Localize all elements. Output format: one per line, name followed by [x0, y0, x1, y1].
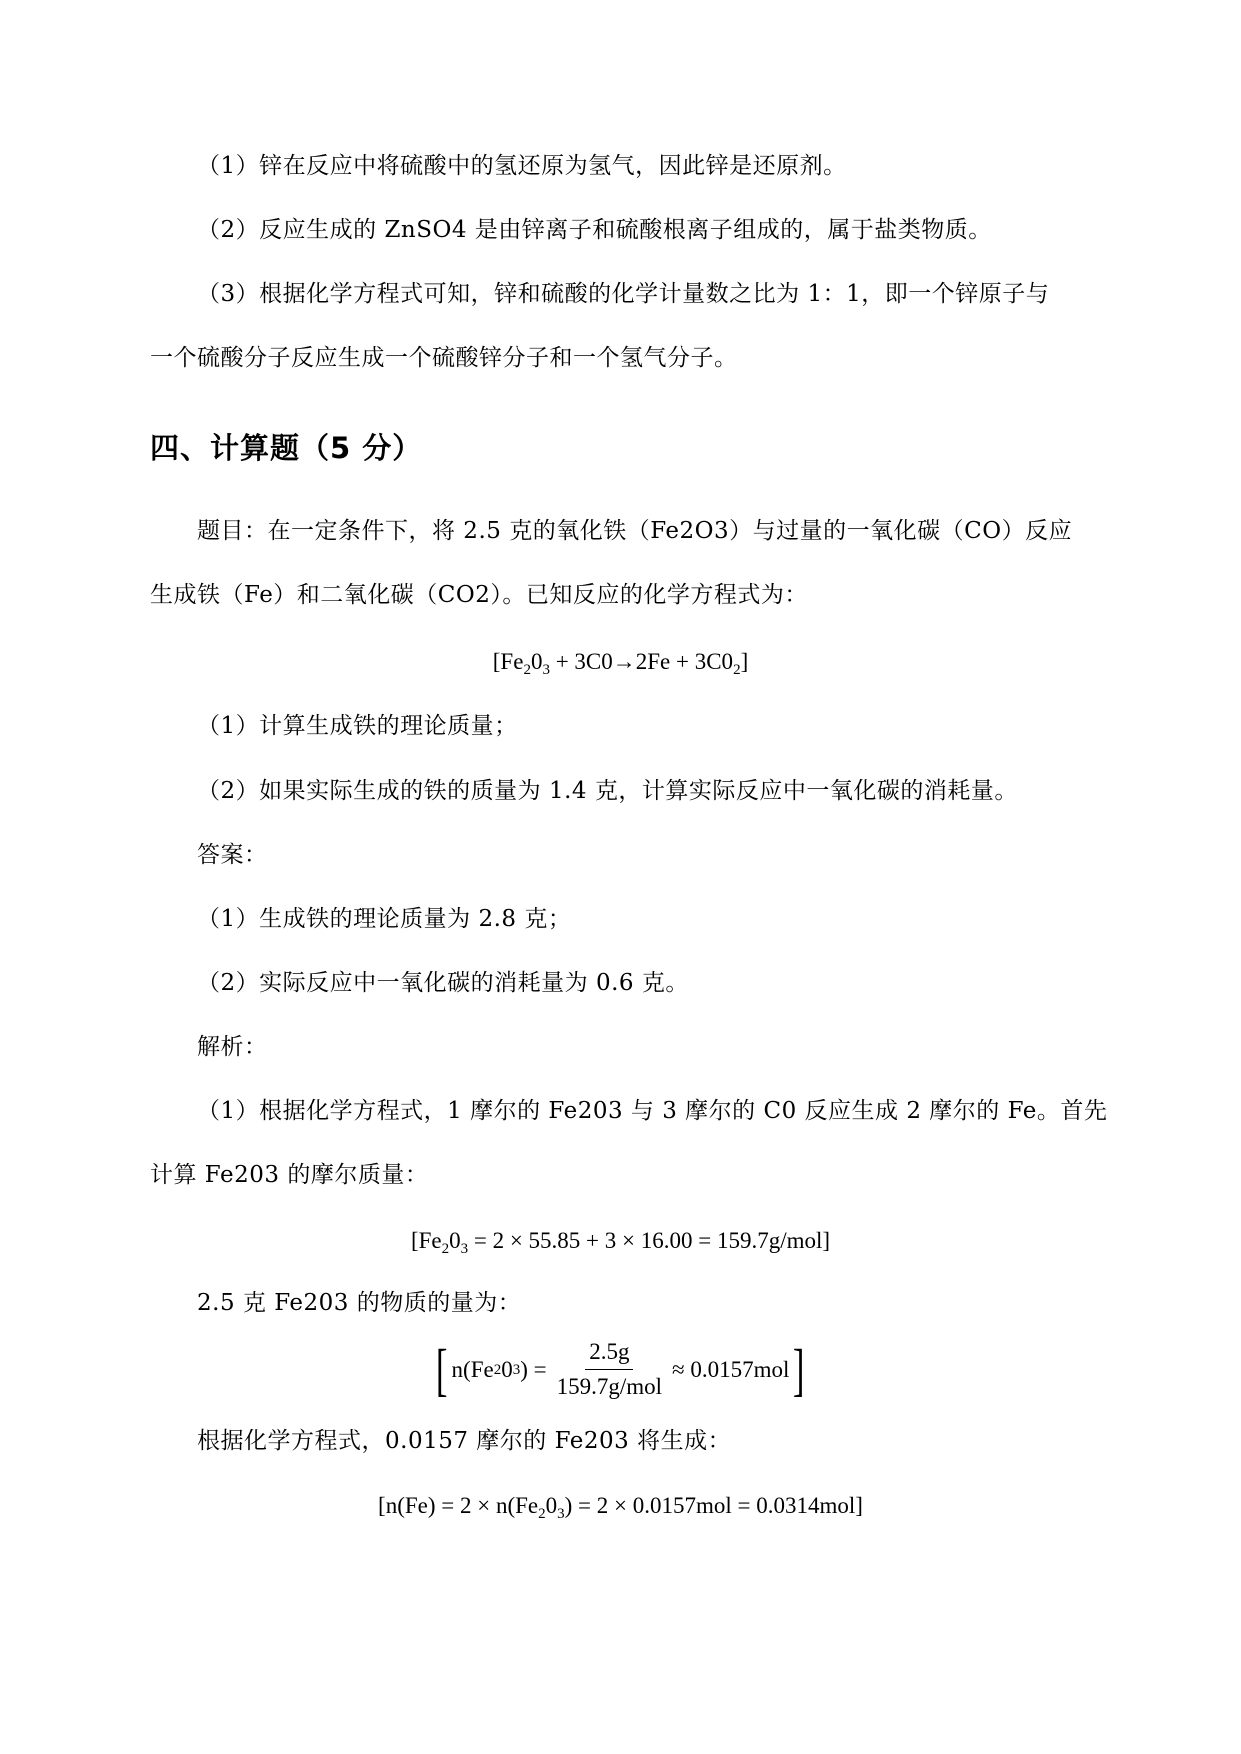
analysis-item-2: （2）反应生成的 ZnSO4 是由锌离子和硫酸根离子组成的，属于盐类物质。 [197, 217, 992, 243]
formula-text: [n(Fe) = 2 × n(Fe [378, 1493, 539, 1518]
answer-label: 答案： [197, 842, 268, 868]
formula-text: ≈ 0.0157mol [672, 1356, 790, 1382]
fraction-numerator: 2.5g [585, 1338, 633, 1370]
moles-intro: 2.5 克 Fe203 的物质的量为： [197, 1290, 522, 1316]
question-part-1: （1）计算生成铁的理论质量； [197, 713, 518, 739]
formula-text: n(Fe [451, 1356, 494, 1382]
equation-text: ] [740, 649, 749, 674]
formula-subscript: 2 [441, 1241, 450, 1257]
equation-text: + 3C0→2Fe + 3C0 [549, 649, 734, 674]
right-bracket: ] [793, 1336, 805, 1402]
question-line-2: 生成铁（Fe）和二氧化碳（CO2）。已知反应的化学方程式为： [150, 582, 808, 608]
formula-text: ) = 2 × 0.0157mol = 0.0314mol] [564, 1493, 863, 1518]
question-line-1: 题目：在一定条件下，将 2.5 克的氧化铁（Fe2O3）与过量的一氧化碳（CO）反应 [197, 518, 1073, 544]
equation-subscript: 2 [523, 662, 531, 678]
fraction [553, 1338, 666, 1401]
formula-subscript: 3 [460, 1241, 469, 1257]
equation-subscript: 3 [542, 662, 550, 678]
answer-1: （1）生成铁的理论质量为 2.8 克； [197, 906, 572, 932]
formula-subscript: 3 [557, 1506, 565, 1522]
formula-subscript: 2 [538, 1506, 546, 1522]
reaction-equation [0, 646, 1241, 678]
formula-text: 0 [501, 1356, 513, 1382]
formula-text: = 2 × 55.85 + 3 × 16.00 = 159.7g/mol] [468, 1228, 831, 1253]
moles-formula: [ n(Fe 2 0 3 ) = $\frac{2.5g}{\text{159.7g/mol}}$ ≈ 0.0157mol ] [436, 1336, 805, 1402]
equation-text: 0 [530, 649, 543, 674]
question-part-2: （2）如果实际生成的铁的质量为 1.4 克，计算实际反应中一氧化碳的消耗量。 [197, 778, 1018, 804]
formula-text: ) = [520, 1356, 547, 1382]
analysis-p1-line-1: （1）根据化学方程式，1 摩尔的 Fe203 与 3 摩尔的 C0 反应生成 2 摩尔的 Fe。首先 [197, 1098, 1108, 1124]
analysis-label: 解析： [197, 1034, 268, 1060]
analysis-p1-line-2: 计算 Fe203 的摩尔质量： [150, 1162, 429, 1188]
equation-subscript: 2 [733, 662, 741, 678]
fe-intro: 根据化学方程式，0.0157 摩尔的 Fe203 将生成： [197, 1428, 732, 1454]
analysis-item-3-line-1: （3）根据化学方程式可知，锌和硫酸的化学计量数之比为 1：1，即一个锌原子与 [197, 281, 1050, 307]
answer-2: （2）实际反应中一氧化碳的消耗量为 0.6 克。 [197, 970, 689, 996]
formula-text: 0 [449, 1228, 461, 1253]
equation-text: [Fe [492, 649, 524, 674]
analysis-item-3-line-2: 一个硫酸分子反应生成一个硫酸锌分子和一个氢气分子。 [150, 345, 738, 371]
molar-mass-formula [0, 1225, 1241, 1257]
analysis-item-1: （1）锌在反应中将硫酸中的氢还原为氢气，因此锌是还原剂。 [197, 153, 847, 179]
fraction-denominator: 159.7g/mol [556, 1374, 663, 1399]
section-heading: 四、计算题（5 分） [150, 431, 423, 465]
formula-text: 0 [545, 1493, 558, 1518]
left-bracket: [ [436, 1336, 448, 1402]
formula-text: [Fe [410, 1228, 442, 1253]
fe-moles-formula [0, 1490, 1241, 1522]
